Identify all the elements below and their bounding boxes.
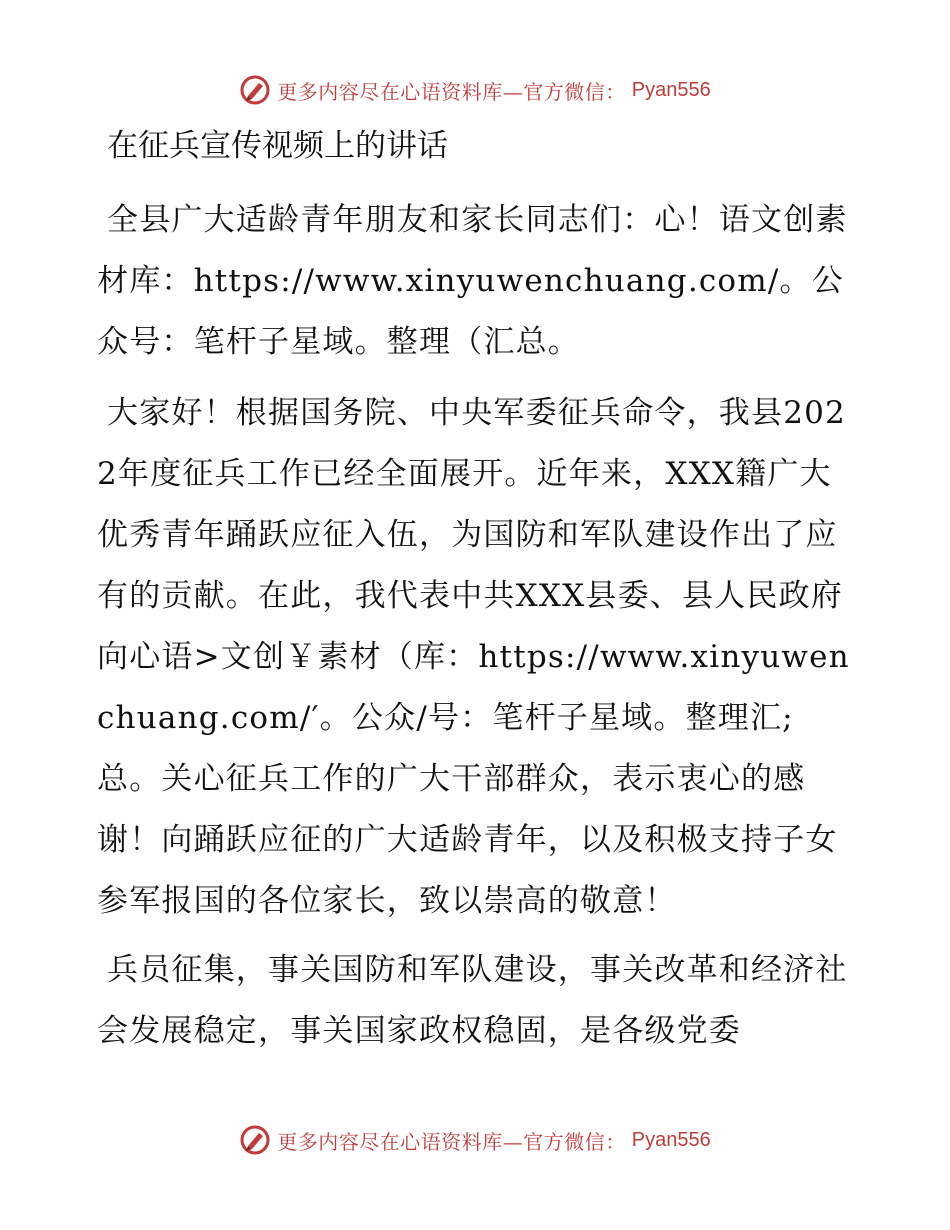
pen-logo-icon: [239, 1124, 271, 1156]
header-banner: [0, 70, 950, 110]
document-title: 在征兵宣传视频上的讲话: [107, 128, 448, 164]
pen-logo-icon: [239, 74, 271, 106]
banner-wechat-id: Pyan556: [631, 78, 711, 101]
banner-content: [239, 74, 710, 106]
banner-content: [239, 1124, 710, 1156]
paragraph-1: 全县广大适龄青年朋友和家长同志们：心！语文创素材库：https://www.xinyuwenchuang.com/。公众号：笔杆子星域。整理（汇总。: [97, 202, 848, 360]
paragraph-3: 兵员征集，事关国防和军队建设，事关改革和经济社会发展稳定，事关国家政权稳固，是各级党委: [97, 952, 848, 1049]
paragraph-2: 大家好！根据国务院、中央军委征兵命令，我县2022年度征兵工作已经全面展开。近年来，XXX籍广大优秀青年踊跃应征入伍，为国防和军队建设作出了应有的贡献。在此，我代表中共XXX县委、县人民政府向心语>文创￥素材（库：https://www.xinyuwenchuang.com/′。公众/号：笔杆子星域。整理汇;总。关心征兵工作的广大干部群众，表示衷心的感谢！向踊跃应征的广大适龄青年，以及积极支持子女参军报国的各位家长，致以崇高的敬意！: [97, 395, 850, 919]
footer-banner: [0, 1120, 950, 1160]
banner-text: 更多内容尽在心语资料库—官方微信：: [277, 1129, 626, 1154]
banner-text: 更多内容尽在心语资料库—官方微信：: [277, 79, 626, 104]
document-body: [97, 122, 857, 1070]
banner-wechat-id: Pyan556: [631, 1128, 711, 1151]
